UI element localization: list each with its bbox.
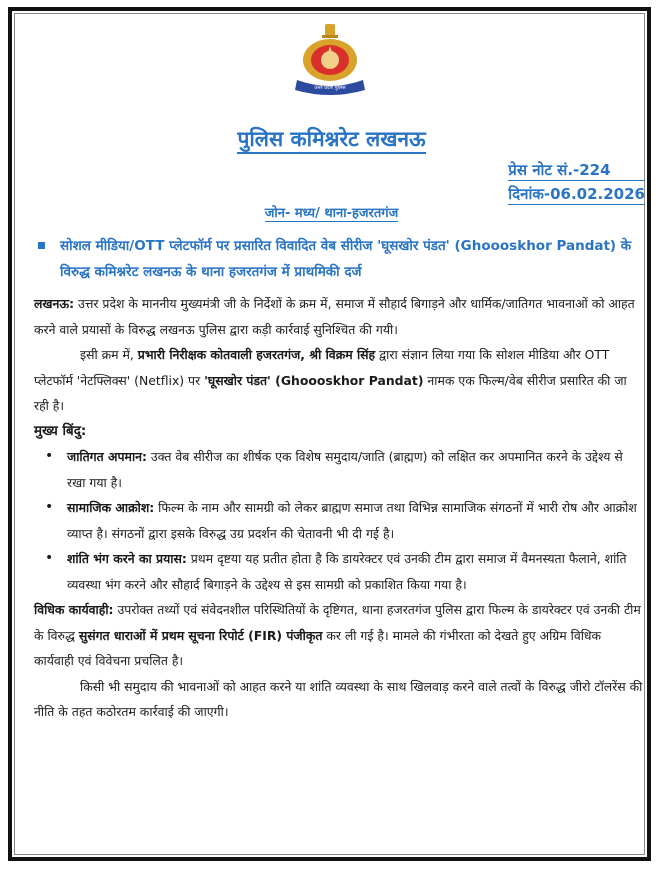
intro-paragraph [34,291,643,342]
context-text-1: इसी क्रम में, [80,347,138,362]
legal-paragraph [34,597,643,674]
zone-line [0,203,663,221]
point-text: फिल्म के नाम और सामग्री को लेकर ब्राह्मण समाज तथा विभिन्न सामाजिक संगठनों में भारी रोष और आक्रोश व्याप्त है। संगठनों द्वारा इसके विरुद्ध उग्र प्रदर्शन की चेतावनी भी दी गई है। [67,500,637,541]
points-heading: मुख्य बिंदु: [34,422,87,439]
context-series-title: 'घूसखोर पंडत' (Ghoooskhor Pandat) [204,372,424,388]
press-body [34,291,643,725]
legal-text-1: उपरोक्त तथ्यों एवं संवेदनशील परिस्थितियों के दृष्टिगत, थाना हजरतगंज पुलिस द्वारा फिल्म के डायरेक्टर एवं उनकी टीम के विरुद्ध [34,602,641,643]
headline [60,233,641,285]
press-note-date: दिनांक-06.02.2026 [508,185,645,203]
legal-lead: विधिक कार्यवाही: [34,602,114,617]
point-label: सामाजिक आक्रोश: [67,500,155,515]
point-label: जातिगत अपमान: [67,449,147,464]
point-item [67,495,643,546]
emblem-ribbon-text: उत्तर प्रदेश पुलिस [314,85,346,91]
square-bullet-icon [38,242,45,249]
closing-paragraph: किसी भी समुदाय की भावनाओं को आहत करने या शांति व्यवस्था के साथ खिलवाड़ करने वाले तत्वों के विरुद्ध जीरो टॉलरेंस की नीति के तहत कठोरतम कार्रवाई की जाएगी। [34,678,643,719]
press-note-number: प्रेस नोट सं.-224 [508,161,645,181]
intro-lead: लखनऊ: [34,296,75,311]
intro-text: उत्तर प्रदेश के माननीय मुख्यमंत्री जी के निर्देशों के क्रम में, समाज में सौहार्द बिगाड़ने और धार्मिक/जातिगत भावनाओं को आहत करने वाले प्रयासों के विरुद्ध लखनऊ पुलिस द्वारा कड़ी कार्रवाई सुनिश्चित की गयी। [34,296,635,337]
point-item [67,444,643,495]
up-police-emblem-icon [289,22,371,96]
point-label: शांति भंग करने का प्रयास: [67,551,187,566]
org-title-text: पुलिस कमिश्नरेट लखनऊ [237,127,425,154]
zone-text: जोन- मध्य/ थाना-हजरतगंज [264,206,399,221]
emblem-lion-capital [325,24,335,36]
context-text-3: नामक एक फिल्म/वेब सीरीज प्रसारित की जा रही है। [34,372,627,413]
context-text-2: द्वारा संज्ञान लिया गया कि सोशल मीडिया और OTT प्लेटफॉर्म 'नेटफ्लिक्स' (Netflix) पर [34,347,610,388]
emblem-center [321,51,339,69]
point-text: प्रथम दृष्टया यह प्रतीत होता है कि डायरेक्टर एवं उनकी टीम द्वारा समाज में वैमनस्यता फैलाने, शांति व्यवस्था भंग करने और सौहार्द बिगाड़ने के उद्देश्य से इस सामग्री को प्रकाशित किया गया है। [67,551,627,592]
points-list [34,444,643,597]
context-officer: प्रभारी निरीक्षक कोतवाली हजरतगंज, श्री विक्रम सिंह [137,347,376,362]
point-text: उक्त वेब सीरीज का शीर्षक एक विशेष समुदाय/जाति (ब्राह्मण) को लक्षित कर अपमानित करने के उद्देश्य से रखा गया है। [67,449,623,490]
emblem-abacus [322,35,338,38]
legal-fir: सुसंगत धाराओं में प्रथम सूचना रिपोर्ट (FIR) पंजीकृत [78,627,323,643]
point-item [67,546,643,597]
press-note-block [508,161,645,209]
org-title [0,125,663,153]
context-paragraph [34,342,643,419]
headline-text: सोशल मीडिया/OTT प्लेटफॉर्म पर प्रसारित विवादित वेब सीरीज 'घूसखोर पंडत' (Ghoooskhor Pandat) के विरुद्ध कमिश्नरेट लखनऊ के थाना हजरतगंज में प्राथमिकी दर्ज [60,238,632,280]
legal-text-2: कर ली गई है। मामले की गंभीरता को देखते हुए अग्रिम विधिक कार्यवाही एवं विवेचना प्रचलित है। [34,627,602,668]
